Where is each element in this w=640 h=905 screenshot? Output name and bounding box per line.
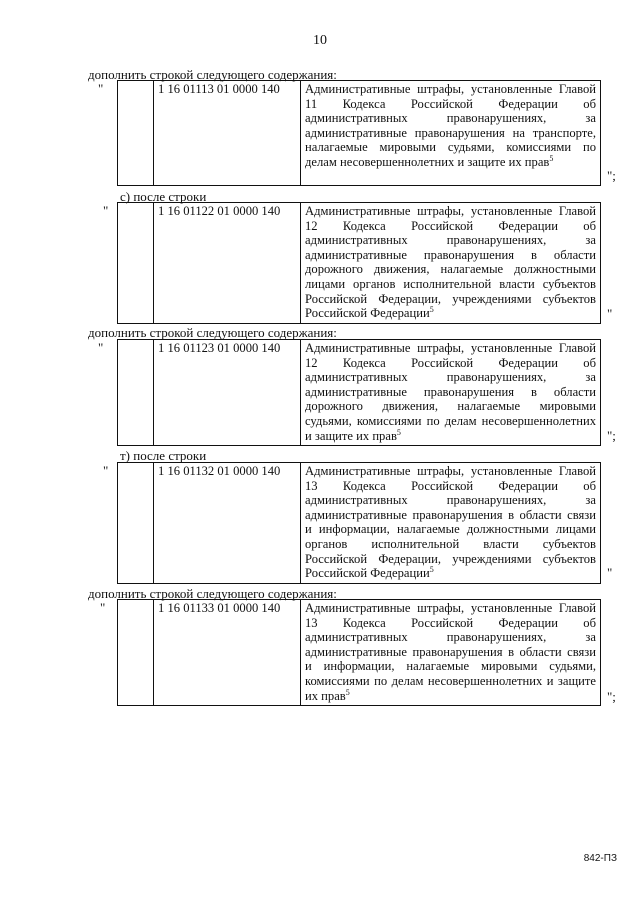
entry-table-2	[117, 202, 601, 324]
kbk-code: 1 16 01113 01 0000 140	[154, 81, 301, 186]
kbk-code: 1 16 01132 01 0000 140	[154, 463, 301, 584]
footnote-mark: 5	[549, 153, 554, 163]
entry-table-4	[117, 462, 601, 584]
blank-cell	[118, 340, 154, 446]
open-quote-5: "	[100, 600, 106, 615]
open-quote-2: "	[103, 203, 109, 218]
blank-cell	[118, 81, 154, 186]
page-number: 10	[313, 33, 327, 48]
footnote-mark: 5	[396, 427, 401, 437]
intro-add-row-1: дополнить строкой следующего содержания:	[88, 67, 337, 82]
close-quote-3: ";	[607, 428, 616, 443]
close-quote-4: "	[607, 565, 613, 580]
kbk-code: 1 16 01133 01 0000 140	[154, 600, 301, 706]
entry-table-5	[117, 599, 601, 706]
close-quote-5: ";	[607, 689, 616, 704]
blank-cell	[118, 203, 154, 324]
kbk-code: 1 16 01123 01 0000 140	[154, 340, 301, 446]
close-quote-1: ";	[607, 168, 616, 183]
footnote-mark: 5	[429, 304, 434, 314]
intro-t: т) после строки	[120, 448, 207, 463]
kbk-description: Административные штрафы, установленные Главой 11 Кодекса Российской Федерации об административных правонарушениях, за административные правонарушения на транспорте, налагаемые мировыми судьями, комиссиями по делам несовершеннолетних и защите их прав$^5$	[301, 81, 601, 186]
close-quote-2: "	[607, 306, 613, 321]
entry-table-1	[117, 80, 601, 186]
footnote-mark: 5	[345, 687, 350, 697]
open-quote-1: "	[98, 81, 104, 96]
blank-cell	[118, 463, 154, 584]
blank-cell	[118, 600, 154, 706]
intro-c: с) после строки	[120, 189, 207, 204]
entry-table-3	[117, 339, 601, 446]
kbk-description: Административные штрафы, установленные Главой 13 Кодекса Российской Федерации об административных правонарушениях, за административные правонарушения в области связи и информации, налагаемые должностными лицами органов исполнительной власти субъектов Российской Федерации, учреждениями субъектов Российской Федерации$^5$	[301, 463, 601, 584]
intro-add-row-3: дополнить строкой следующего содержания:	[88, 586, 337, 601]
document-code: 842-ПЗ	[583, 853, 617, 864]
footnote-mark: 5	[429, 564, 434, 574]
open-quote-3: "	[98, 340, 104, 355]
kbk-description: Административные штрафы, установленные Главой 12 Кодекса Российской Федерации об административных правонарушениях, за административные правонарушения в области дорожного движения, налагаемые должностными лицами органов исполнительной власти субъектов Российской Федерации, учреждениями субъектов Российской Федерации$^5$	[301, 203, 601, 324]
kbk-description: Административные штрафы, установленные Главой 13 Кодекса Российской Федерации об административных правонарушениях, за административные правонарушения в области связи и информации, налагаемые мировыми судьями, комиссиями по делам несовершеннолетних и защите их прав$^5$	[301, 600, 601, 706]
intro-add-row-2: дополнить строкой следующего содержания:	[88, 325, 337, 340]
kbk-code: 1 16 01122 01 0000 140	[154, 203, 301, 324]
kbk-description: Административные штрафы, установленные Главой 12 Кодекса Российской Федерации об административных правонарушениях, за административные правонарушения в области дорожного движения, налагаемые мировыми судьями, комиссиями по делам несовершеннолетних и защите их прав$^5$	[301, 340, 601, 446]
open-quote-4: "	[103, 463, 109, 478]
